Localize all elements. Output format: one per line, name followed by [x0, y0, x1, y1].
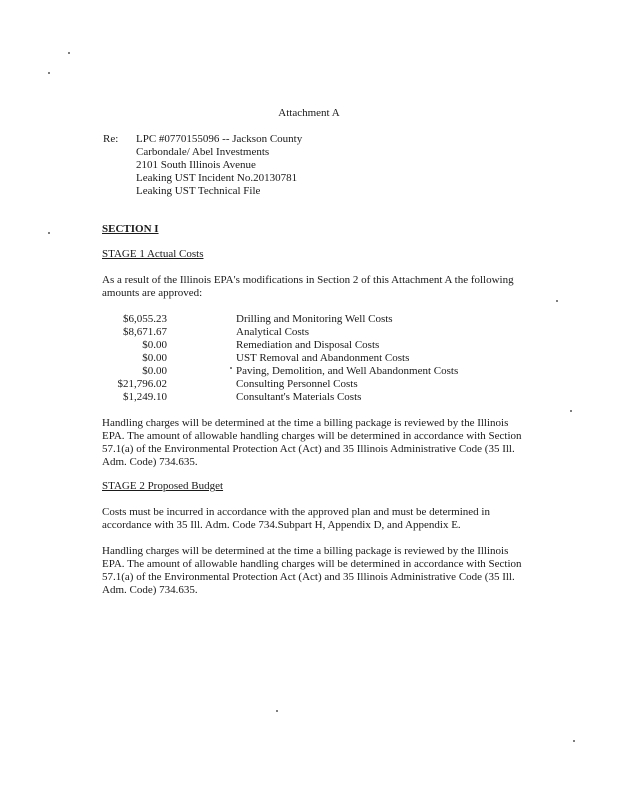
cost-amount: $8,671.67 — [123, 326, 167, 338]
re-line: 2101 South Illinois Avenue — [136, 159, 256, 171]
stage1-handling-paragraph — [102, 417, 562, 469]
text-line: 57.1(a) of the Environmental Protection Act (Act) and 35 Illinois Administrative Code (35 Ill. — [102, 571, 515, 583]
cost-amount: $0.00 — [142, 339, 167, 351]
cost-label: UST Removal and Abandonment Costs — [236, 352, 410, 364]
text-line: Adm. Code) 734.635. — [102, 456, 198, 468]
stage2-handling-paragraph — [102, 545, 562, 597]
stage1-heading: STAGE 1 Actual Costs — [102, 248, 204, 260]
cost-label: Consultant's Materials Costs — [236, 391, 362, 403]
text-line: Handling charges will be determined at the time a billing package is reviewed by the Illinois — [102, 417, 509, 429]
re-line: Leaking UST Technical File — [136, 185, 261, 197]
scan-speck — [276, 710, 278, 712]
scan-speck — [573, 740, 575, 742]
cost-label: Paving, Demolition, and Well Abandonment Costs — [236, 365, 459, 377]
cost-amount: $6,055.23 — [123, 313, 167, 325]
text-line: EPA. The amount of allowable handling charges will be determined in accordance with Section — [102, 430, 522, 442]
cost-label: Drilling and Monitoring Well Costs — [236, 313, 393, 325]
section-heading: SECTION I — [102, 223, 159, 235]
text-line: Handling charges will be determined at the time a billing package is reviewed by the Illinois — [102, 545, 509, 557]
scan-speck — [570, 410, 572, 412]
text-line: accordance with 35 Ill. Adm. Code 734.Subpart H, Appendix D, and Appendix E. — [102, 519, 461, 531]
cost-labels-column — [236, 313, 458, 404]
text-line: EPA. The amount of allowable handling charges will be determined in accordance with Section — [102, 558, 522, 570]
cost-label: Consulting Personnel Costs — [236, 378, 358, 390]
re-label: Re: — [103, 133, 119, 145]
scan-speck — [48, 232, 50, 234]
re-block — [136, 133, 302, 198]
scan-speck — [230, 367, 232, 369]
stage2-costs-paragraph — [102, 506, 562, 532]
scan-speck — [556, 300, 558, 302]
re-line: Carbondale/ Abel Investments — [136, 146, 270, 158]
scan-speck — [68, 52, 70, 54]
re-line: Leaking UST Incident No.20130781 — [136, 172, 298, 184]
scan-speck — [48, 72, 50, 74]
cost-amount: $0.00 — [142, 365, 167, 377]
text-line: amounts are approved: — [102, 287, 203, 299]
stage1-intro — [102, 274, 562, 300]
text-line: 57.1(a) of the Environmental Protection Act (Act) and 35 Illinois Administrative Code (35 Ill. — [102, 443, 515, 455]
text-line: As a result of the Illinois EPA's modifications in Section 2 of this Attachment A the following — [102, 274, 514, 286]
stage2-heading: STAGE 2 Proposed Budget — [102, 480, 224, 492]
cost-amount: $0.00 — [142, 352, 167, 364]
attachment-title: Attachment A — [278, 107, 340, 119]
re-line: LPC #0770155096 -- Jackson County — [136, 133, 303, 145]
cost-amounts-column — [105, 313, 167, 404]
cost-amount: $1,249.10 — [123, 391, 167, 403]
cost-amount: $21,796.02 — [117, 378, 167, 390]
cost-label: Analytical Costs — [236, 326, 310, 338]
text-line: Costs must be incurred in accordance with the approved plan and must be determined in — [102, 506, 490, 518]
text-line: Adm. Code) 734.635. — [102, 584, 198, 596]
cost-label: Remediation and Disposal Costs — [236, 339, 380, 351]
